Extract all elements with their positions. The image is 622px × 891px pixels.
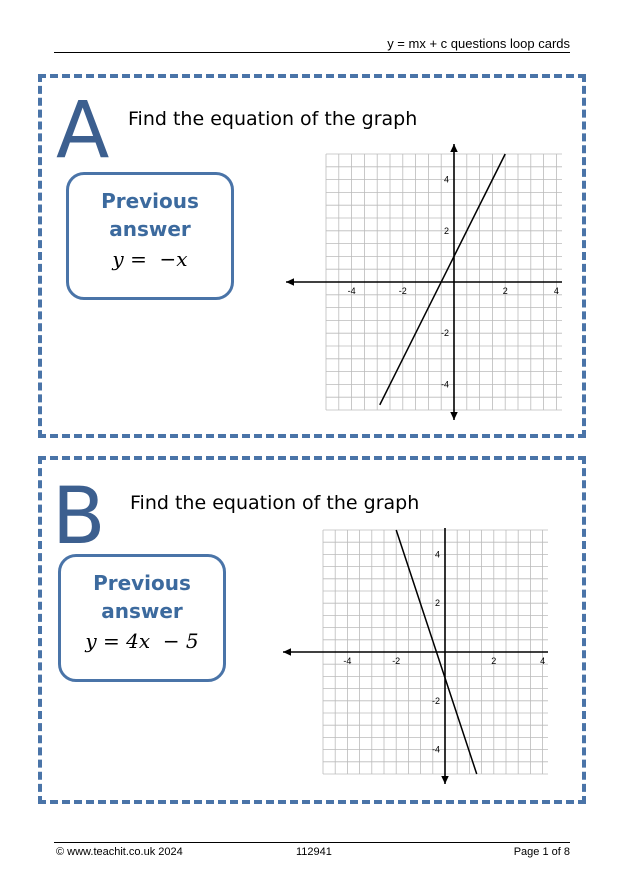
previous-answer-box	[66, 172, 234, 300]
x-axis-arrow	[283, 648, 291, 656]
y-tick-label: 2	[443, 225, 449, 236]
previous-label-line-2: answer	[109, 217, 191, 241]
previous-label	[69, 187, 231, 243]
y-tick-label: -2	[440, 328, 449, 339]
y-tick-label: -2	[431, 695, 440, 706]
y-tick-label: 4	[443, 174, 449, 185]
y-axis-arrow	[450, 412, 458, 420]
header-title: y = mx + c questions loop cards	[387, 36, 570, 51]
footer-copyright: © www.teachit.co.uk 2024	[56, 846, 183, 858]
previous-label-line-1: Previous	[93, 571, 191, 595]
x-tick-label: 2	[502, 286, 508, 296]
footer-code: 112941	[296, 846, 332, 858]
previous-equation: y = −x	[112, 247, 188, 271]
y-tick-label: 4	[434, 549, 440, 560]
x-tick-label: 2	[491, 656, 497, 666]
coordinate-graph	[270, 138, 562, 422]
card-question: Find the equation of the graph	[128, 108, 418, 130]
loop-card-a	[38, 74, 586, 438]
graph-line	[380, 154, 505, 405]
x-tick-label: -2	[392, 656, 401, 666]
previous-label-line-1: Previous	[101, 189, 199, 213]
card-letter: B	[52, 472, 106, 562]
x-tick-label: 4	[553, 286, 559, 296]
y-axis-arrow	[450, 144, 458, 152]
footer-page-number: Page 1 of 8	[513, 846, 570, 858]
footer-rule	[54, 842, 570, 843]
card-question: Find the equation of the graph	[130, 492, 420, 514]
header-rule	[54, 52, 570, 53]
coordinate-graph	[268, 528, 548, 790]
previous-equation: y = 4x − 5	[85, 629, 199, 653]
y-tick-label: 2	[434, 598, 440, 609]
previous-label	[61, 569, 223, 625]
previous-label-line-2: answer	[101, 599, 183, 623]
loop-card-b	[38, 456, 586, 804]
y-tick-label: -4	[431, 744, 440, 755]
x-tick-label: -4	[343, 656, 352, 666]
card-letter: A	[56, 86, 110, 176]
y-tick-label: -4	[440, 379, 449, 390]
y-axis-arrow	[441, 776, 449, 784]
x-tick-label: -4	[347, 286, 356, 296]
x-axis-arrow	[286, 278, 294, 286]
x-tick-label: -2	[398, 286, 407, 296]
x-tick-label: 4	[540, 656, 546, 666]
previous-answer-box	[58, 554, 226, 682]
